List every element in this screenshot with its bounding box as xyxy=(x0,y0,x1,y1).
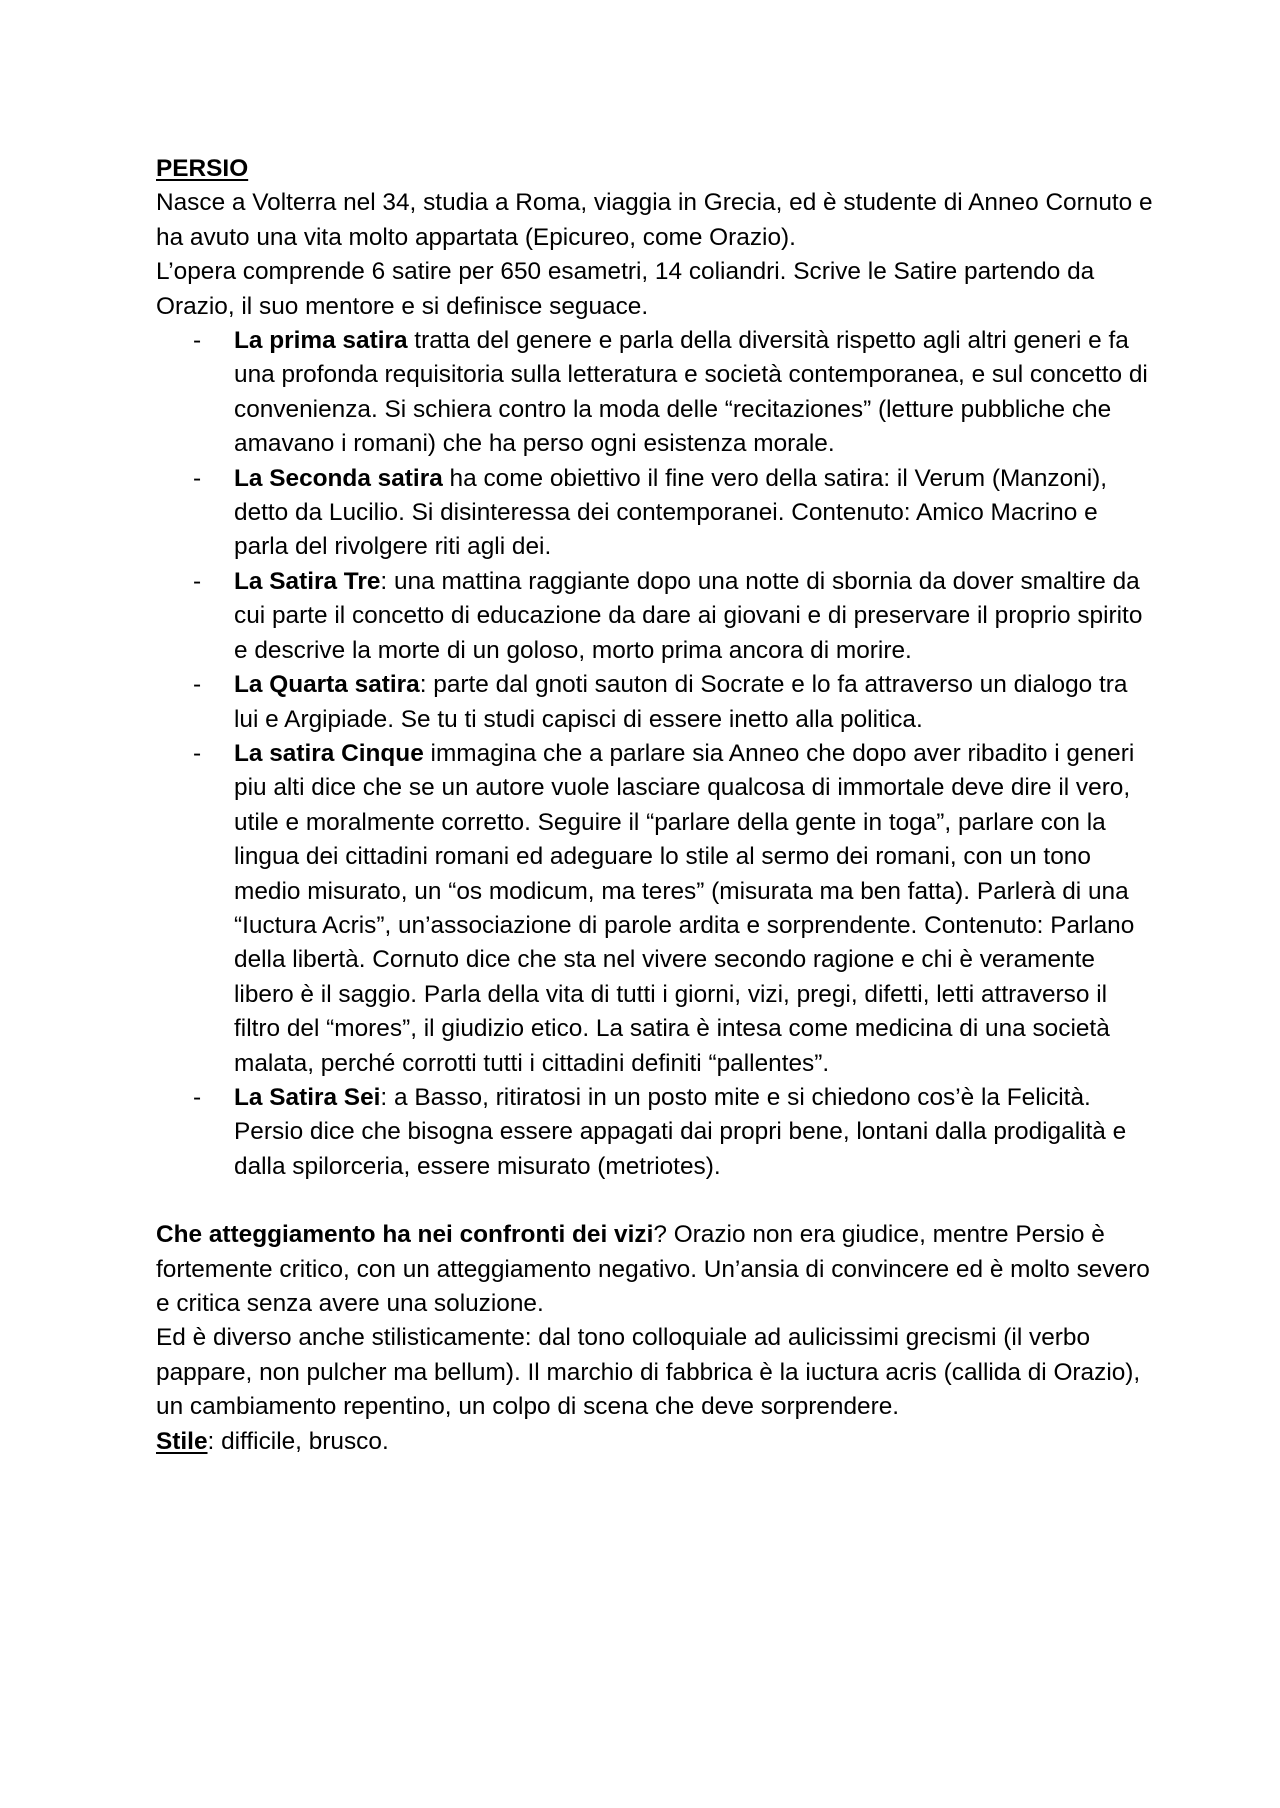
list-item xyxy=(193,1081,1156,1184)
satira-1-heading: La prima satira xyxy=(234,327,408,355)
stile-text: : difficile, brusco. xyxy=(207,1427,389,1455)
list-item xyxy=(193,668,1156,737)
stile-paragraph xyxy=(156,1425,1156,1459)
satira-5-text: immagina che a parlare sia Anneo che dopo aver ribadito i generi piu alti dice che se un autore vuole lasciare qualcosa di immortale deve dire il vero, utile e moralmente corretto. Seguire il “parlare della gente in toga”, parlare con la lingua dei cittadini romani ed adeguare lo stile al sermo dei romani, con un tono medio misurato, un “os modicum, ma teres” (misurata ma ben fatta). Parlerà di una “Iuctura Acris”, un’associazione di parole ardita e sorprendente. Contenuto: Parlano della libertà. Cornuto dice che sta nel vivere secondo ragione e chi è veramente libero è il saggio. Parla della vita di tutti i giorni, vizi, pregi, difetti, letti attraverso il filtro del “mores”, il giudizio etico. La satira è intesa come medicina di una società malata, perché corrotti tutti i cittadini definiti “pallentes”. xyxy=(234,739,1135,1077)
list-bullet: - xyxy=(193,671,202,699)
satira-5-heading: La satira Cinque xyxy=(234,739,424,767)
list-bullet: - xyxy=(193,464,202,492)
stile-label: Stile xyxy=(156,1427,208,1455)
question-paragraph xyxy=(156,1218,1156,1321)
list-bullet: - xyxy=(193,327,202,355)
satira-2-text: ha come obiettivo il fine vero della satira: il Verum (Manzoni), detto da Lucilio. Si disinteressa dei contemporanei. Contenuto: Amico Macrino e parla del rivolgere riti agli dei. xyxy=(234,464,1108,561)
satira-3-text: : una mattina raggiante dopo una notte di sbornia da dover smaltire da cui parte il concetto di educazione da dare ai giovani e di preservare il proprio spirito e descrive la morte di un goloso, morto prima ancora di morire. xyxy=(234,567,1143,664)
satira-4-heading: La Quarta satira xyxy=(234,671,420,699)
list-item xyxy=(193,565,1156,668)
style-paragraph: Ed è diverso anche stilisticamente: dal tono colloquiale ad aulicissimi grecismi (il verbo pappare, non pulcher ma bellum). Il marchio di fabbrica è la iuctura acris (callida di Orazio), un cambiamento repentino, un colpo di scena che deve sorprendere. xyxy=(156,1324,1141,1421)
document-title: PERSIO xyxy=(156,155,249,182)
list-item xyxy=(193,737,1156,1081)
list-bullet: - xyxy=(193,1083,202,1111)
intro-paragraph-1: Nasce a Volterra nel 34, studia a Roma, viaggia in Grecia, ed è studente di Anneo Cornuto e ha avuto una vita molto appartata (Epicureo, come Orazio). xyxy=(156,189,1153,251)
list-item xyxy=(193,324,1156,462)
satira-6-heading: La Satira Sei xyxy=(234,1083,381,1111)
satira-4-text: : parte dal gnoti sauton di Socrate e lo fa attraverso un dialogo tra lui e Argipiade. Se tu ti studi capisci di essere inetto alla politica. xyxy=(234,671,1128,733)
list-item xyxy=(193,462,1156,565)
question-heading: Che atteggiamento ha nei confronti dei vizi xyxy=(156,1221,654,1249)
satira-1-text: tratta del genere e parla della diversità rispetto agli altri generi e fa una profonda requisitoria sulla letteratura e società contemporanea, e sul concetto di convenienza. Si schiera contro la moda delle “recitaziones” (letture pubbliche che amavano i romani) che ha perso ogni esistenza morale. xyxy=(234,327,1148,458)
list-bullet: - xyxy=(193,739,202,767)
document-page xyxy=(156,152,1156,1459)
question-text: ? Orazio non era giudice, mentre Persio è fortemente critico, con un atteggiamento negativo. Un’ansia di convincere ed è molto severo e critica senza avere una soluzione. xyxy=(156,1221,1150,1317)
intro-paragraph-2: L’opera comprende 6 satire per 650 esametri, 14 coliandri. Scrive le Satire partendo da Orazio, il suo mentore e si definisce seguace. xyxy=(156,258,1095,320)
paragraph-spacer xyxy=(156,1184,1156,1218)
satira-3-heading: La Satira Tre xyxy=(234,567,381,595)
satire-list xyxy=(156,324,1156,1184)
satira-6-text: : a Basso, ritiratosi in un posto mite e si chiedono cos’è la Felicità. Persio dice che bisogna essere appagati dai propri bene, lontani dalla prodigalità e dalla spilorceria, essere misurato (metriotes). xyxy=(234,1083,1127,1180)
list-bullet: - xyxy=(193,567,202,595)
satira-2-heading: La Seconda satira xyxy=(234,464,443,492)
